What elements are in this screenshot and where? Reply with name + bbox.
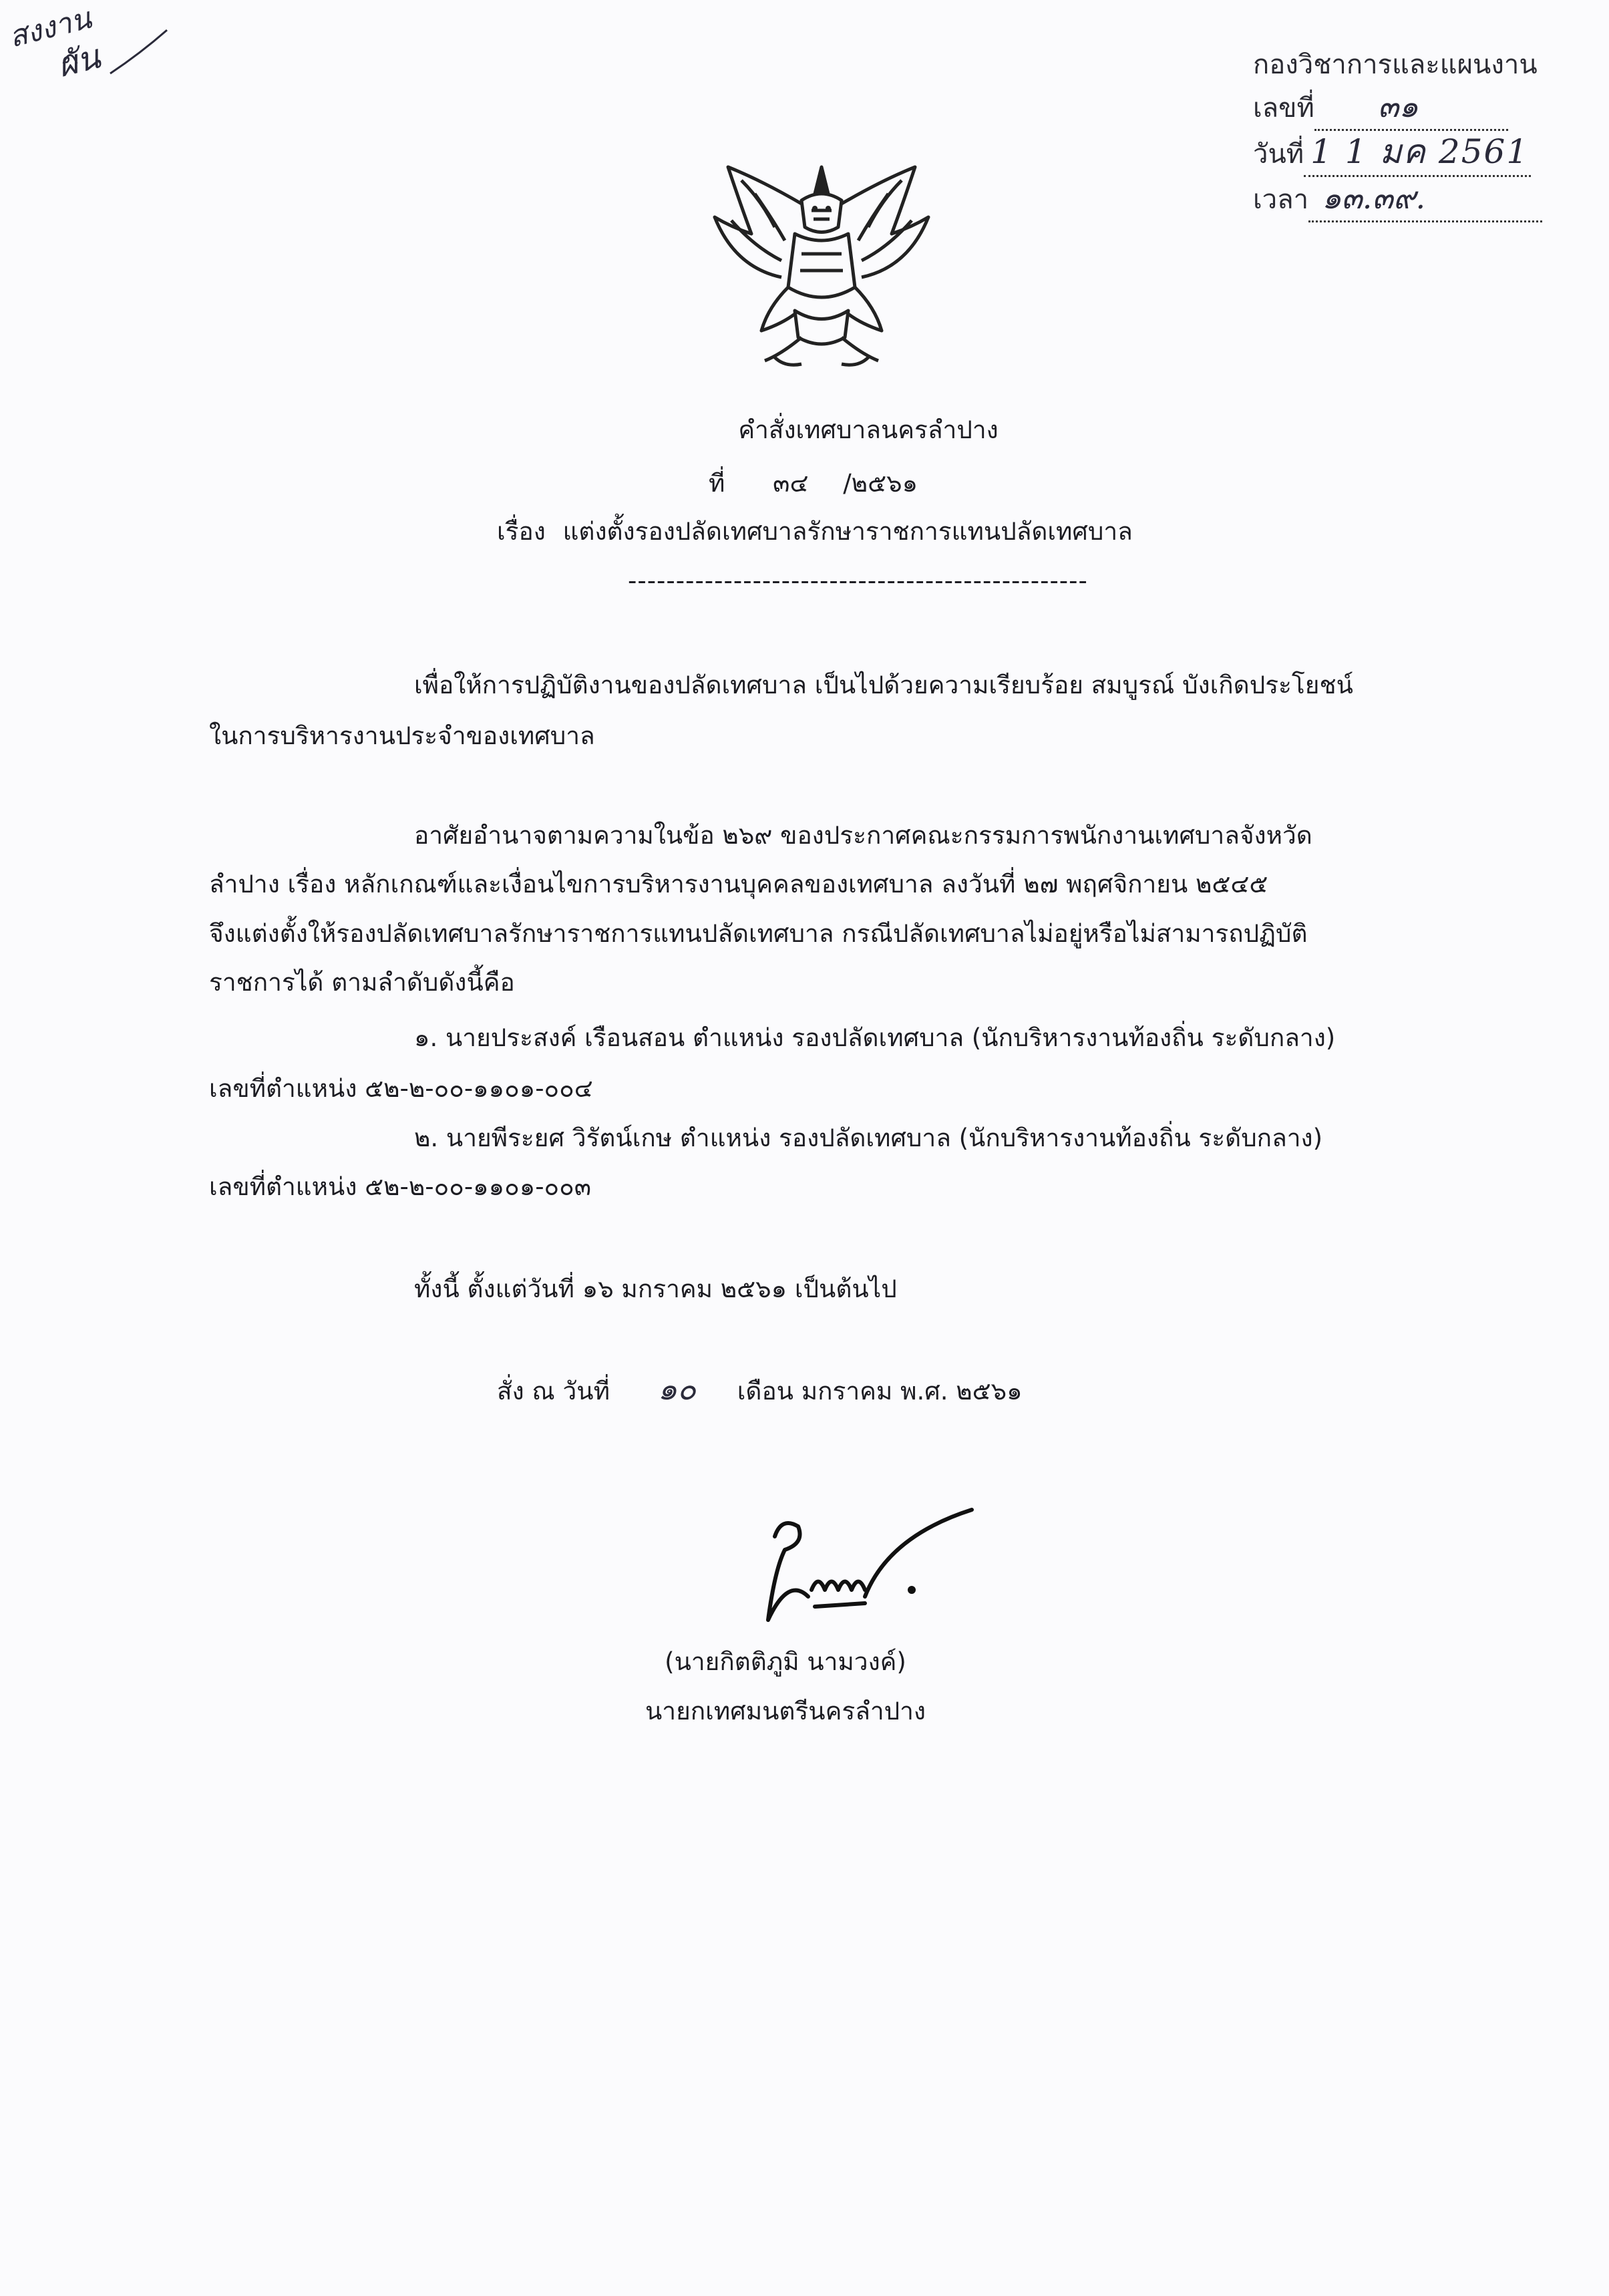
- receipt-stamp-number-label: เลขที่: [1253, 93, 1314, 124]
- receipt-stamp-date-label: วันที่: [1253, 139, 1304, 170]
- marginal-note-scribble: [0, 0, 200, 174]
- issued-day: ๑๐: [657, 1371, 697, 1407]
- receipt-stamp-time-value: ๑๓.๓๙.: [1322, 180, 1426, 216]
- receipt-stamp-time-label: เวลา: [1253, 184, 1309, 215]
- order-subject-label: เรื่อง: [497, 517, 546, 546]
- paragraph-2-line-3: จึงแต่งตั้งให้รองปลัดเทศบาลรักษาราชการแทนปลัดเทศบาล กรณีปลัดเทศบาลไม่อยู่หรือไม่สามารถปฏิบัติ: [209, 919, 1308, 948]
- receipt-stamp-number-value: ๓๑: [1377, 88, 1419, 124]
- order-number-label: ที่: [709, 469, 725, 498]
- issued-prefix: สั่ง ณ วันที่: [497, 1377, 610, 1406]
- list-item: ๒. นายพีระยศ วิรัตน์เกษ ตำแหน่ง รองปลัดเทศบาล (นักบริหารงานท้องถิ่น ระดับกลาง): [414, 1124, 1323, 1152]
- order-number-line: [709, 468, 918, 500]
- order-number: ๓๔: [773, 469, 809, 498]
- paragraph-1-line-2: ในการบริหารงานประจำของเทศบาล: [209, 721, 595, 750]
- receipt-stamp-time-row: [1253, 177, 1542, 222]
- issued-date: [497, 1373, 1023, 1408]
- marginal-note-line1: สงงาน: [5, 1, 95, 55]
- receipt-stamp: [1253, 44, 1542, 222]
- effective-date: ทั้งนี้ ตั้งแต่วันที่ ๑๖ มกราคม ๒๕๖๑ เป็นต้นไป: [414, 1275, 897, 1303]
- marginal-note-line2: ผัน: [53, 37, 104, 86]
- paragraph-2-line-4: ราชการได้ ตามลำดับดังนี้คือ: [209, 968, 515, 997]
- order-year: /๒๕๖๑: [843, 469, 918, 498]
- receipt-stamp-number-row: [1253, 86, 1542, 131]
- header-divider: ------------------------------------------------: [628, 566, 1088, 595]
- paragraph-2-line-2: ลำปาง เรื่อง หลักเกณฑ์และเงื่อนไขการบริหารงานบุคคลของเทศบาล ลงวันที่ ๒๗ พฤศจิกายน ๒๕๔๕: [209, 870, 1268, 898]
- signatory-name: (นายกิตติภูมิ นามวงค์): [665, 1647, 906, 1676]
- garuda-emblem: [701, 154, 942, 374]
- issued-month-year: เดือน มกราคม พ.ศ. ๒๕๖๑: [737, 1377, 1023, 1406]
- receipt-stamp-date-row: [1253, 131, 1542, 177]
- order-title: คำสั่งเทศบาลนครลำปาง: [738, 416, 999, 444]
- list-item-position: เลขที่ตำแหน่ง ๕๒-๒-๐๐-๑๑๐๑-๐๐๔: [209, 1074, 593, 1103]
- paragraph-1-line-1: เพื่อให้การปฏิบัติงานของปลัดเทศบาล เป็นไปด้วยความเรียบร้อย สมบูรณ์ บังเกิดประโยชน์: [414, 671, 1353, 699]
- signatory-title: นายกเทศมนตรีนครลำปาง: [645, 1697, 926, 1726]
- receipt-stamp-date-value: 1 1 มค 2561: [1310, 132, 1530, 171]
- order-subject-line: [497, 516, 1133, 548]
- receipt-stamp-office: กองวิชาการและแผนงาน: [1253, 49, 1538, 80]
- list-item: ๑. นายประสงค์ เรือนสอน ตำแหน่ง รองปลัดเทศบาล (นักบริหารงานท้องถิ่น ระดับกลาง): [414, 1023, 1336, 1052]
- paragraph-2-line-1: อาศัยอำนาจตามความในข้อ ๒๖๙ ของประกาศคณะกรรมการพนักงานเทศบาลจังหวัด: [414, 821, 1312, 850]
- list-item-position: เลขที่ตำแหน่ง ๕๒-๒-๐๐-๑๑๐๑-๐๐๓: [209, 1172, 592, 1201]
- order-subject: แต่งตั้งรองปลัดเทศบาลรักษาราชการแทนปลัดเทศบาล: [562, 517, 1133, 546]
- signature: [748, 1496, 989, 1630]
